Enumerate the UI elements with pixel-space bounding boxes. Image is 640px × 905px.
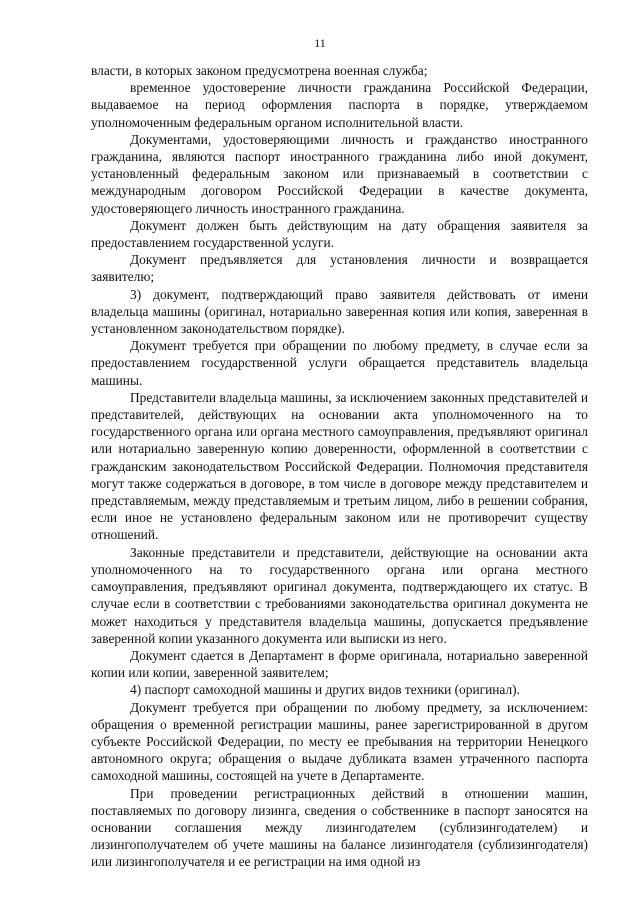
- paragraph-3: Документами, удостоверяющими личность и гражданство иностранного гражданина, являются паспорт иностранного гражданина либо иной документ, установленный федеральным законом или признаваемый в соответствии с международным договором Российской Федерации в качестве документа, удостоверяющего личность иностранного гражданина.: [91, 131, 588, 216]
- paragraph-11: 4) паспорт самоходной машины и других видов техники (оригинал).: [130, 682, 520, 698]
- paragraph-5: Документ предъявляется для установления личности и возвращается заявителю;: [91, 252, 588, 285]
- paragraph-8: Представители владельца машины, за исключением законных представителей и представителей, действующих на основании акта уполномоченного на то государственного органа или органа местного самоуправления, предъявляют оригинал или нотариально заверенную копию доверенности, оформленной в соответствии с гражданским законодательством Российской Федерации. Полномочия представителя могут также содержаться в договоре, в том числе в договоре между представителем и представляемым, между представляемым и третьим лицом, либо в решении собрания, если иное не установлено федеральным законом или не противоречит существу отношений.: [91, 389, 588, 543]
- paragraph-7: Документ требуется при обращении по любому предмету, в случае если за предоставлением государственной услуги обращается представитель владельца машины.: [91, 338, 588, 388]
- document-body: [91, 62, 588, 871]
- paragraph-13: При проведении регистрационных действий в отношении машин, поставляемых по договору лизинга, сведения о собственнике в паспорт заносятся на основании соглашения между лизингодателем (сублизингодателем) и лизингополучателем об учете машины на балансе лизингодателя (сублизингодателя) или лизингополучателя и ее регистрации на имя одной из: [91, 785, 588, 870]
- paragraph-6: 3) документ, подтверждающий право заявителя действовать от имени владельца машины (оригинал, нотариально заверенная копия или копия, заверенная в установленном законодательством порядке).: [91, 286, 588, 337]
- paragraph-9: Законные представители и представители, действующие на основании акта уполномоченного на то государственного органа или органа местного самоуправления, предъявляют оригинал документа, подтверждающего их статус. В случае если в соответствии с требованиями законодательства оригинал документа не может находиться у представителя владельца машины, допускается предъявление заверенной копии указанного документа или выписки из него.: [91, 544, 588, 646]
- paragraph-1: власти, в которых законом предусмотрена военная служба;: [91, 63, 428, 78]
- page-number: 11: [314, 36, 326, 50]
- paragraph-12: Документ требуется при обращении по любому предмету, за исключением: обращения о временной регистрации машины, ранее зарегистрированной в другом субъекте Российской Федерации, по месту ее пребывания на территории Ненецкого автономного округа; обращения о выдаче дубликата взамен утраченного паспорта самоходной машины, состоящей на учете в Департаменте.: [91, 699, 588, 784]
- paragraph-10: Документ сдается в Департамент в форме оригинала, нотариально заверенной копии или копии, заверенной заявителем;: [91, 647, 588, 681]
- paragraph-4: Документ должен быть действующим на дату обращения заявителя за предоставлением государственной услуги.: [91, 217, 588, 251]
- paragraph-2: временное удостоверение личности гражданина Российской Федерации, выдаваемое на период оформления паспорта в порядке, утверждаемом уполномоченным федеральным органом исполнительной власти.: [91, 80, 588, 130]
